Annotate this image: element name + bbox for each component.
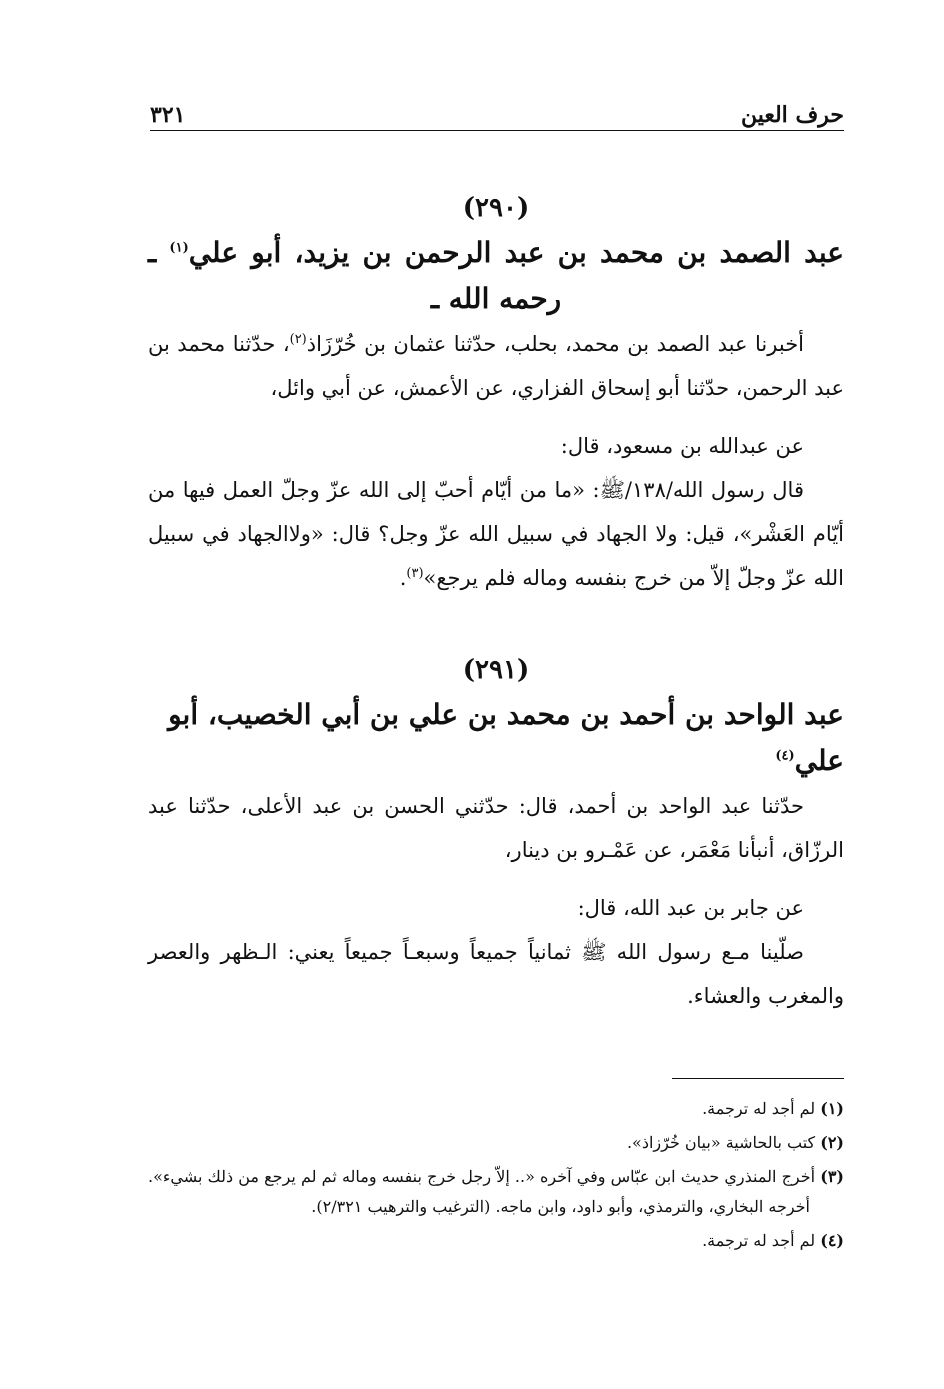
footnote-ref[interactable]: (١)	[169, 240, 189, 256]
narrator-paragraph	[148, 886, 844, 930]
paragraph-text-after: ، حدّثنا محمد بن عبد الرحمن، حدّثنا أبو إسحاق الفزاري، عن الأعمش، عن أبي وائل،	[148, 332, 844, 400]
isnad-paragraph	[148, 784, 844, 872]
main-content	[148, 180, 844, 1018]
entry-title	[148, 230, 844, 322]
entry-number: (٢٩٠)	[462, 193, 530, 223]
paragraph-text: قال رسول الله/١٣٨/ﷺ: «ما من أيّام أحبّ إلى الله عزّ وجلّ العمل فيها من أيّام العَشْر»، قيل: ولا الجهاد في سبيل الله عزّ وجل؟ قال: «ولاالجهاد في سبيل الله عزّ وجلّ إلاّ من خرج بنفسه وماله فلم يرجع»	[148, 478, 844, 590]
section-title: حرف العين	[740, 102, 844, 128]
paragraph-text: حدّثنا عبد الواحد بن أحمد، قال: حدّثني الحسن بن عبد الأعلى، حدّثنا عبد الرزّاق، أنبأنا مَعْمَر، عن عَمْـرو بن دينار،	[148, 794, 844, 862]
footnote-ref[interactable]: (٣)	[406, 566, 424, 581]
footnote-text: لم أجد له ترجمة.	[702, 1231, 816, 1250]
footnote-ref[interactable]: (٢)	[289, 332, 307, 347]
footnote-ref[interactable]: (٤)	[775, 748, 795, 764]
footnote-label: (٣)	[820, 1167, 844, 1186]
footnote-label: (٤)	[820, 1231, 844, 1250]
hadith-paragraph	[148, 468, 844, 600]
paragraph-text: عن عبدالله بن مسعود، قال:	[560, 434, 804, 458]
footnote-1	[148, 1094, 844, 1124]
paragraph-text: عن جابر بن عبد الله، قال:	[577, 896, 804, 920]
entry-title-text: عبد الصمد بن محمد بن عبد الرحمن بن يزيد، أبو علي	[188, 236, 844, 269]
page-number: ٣٢١	[150, 102, 186, 128]
header-rule	[150, 130, 844, 131]
footnote-text: لم أجد له ترجمة.	[702, 1099, 816, 1118]
footnotes	[148, 1094, 844, 1260]
narrator-paragraph	[148, 424, 844, 468]
entry-290	[148, 190, 844, 600]
footnote-2	[148, 1128, 844, 1158]
section-gap	[148, 600, 844, 642]
hadith-paragraph	[148, 930, 844, 1018]
footnote-rule	[672, 1078, 844, 1079]
running-head	[150, 96, 844, 128]
entry-number: (٢٩١)	[462, 655, 530, 685]
entry-title-text: عبد الواحد بن أحمد بن محمد بن علي بن أبي الخصيب، أبو علي	[168, 698, 844, 777]
footnote-label: (١)	[820, 1099, 844, 1118]
paragraph-text: صلّينا مـع رسول الله ﷺ ثمانياً جميعاً وسبعـاً جميعاً يعني: الـظهر والعصر والمغرب والعشاء.	[148, 940, 844, 1008]
footnote-3	[148, 1162, 844, 1222]
paragraph-text-after: .	[399, 566, 407, 590]
entry-291	[148, 652, 844, 1018]
footnote-4	[148, 1226, 844, 1256]
footnote-label: (٢)	[820, 1133, 844, 1152]
isnad-paragraph	[148, 322, 844, 410]
entry-title	[148, 692, 844, 784]
paragraph-text: أخبرنا عبد الصمد بن محمد، بحلب، حدّثنا عثمان بن خُرّزَاذ	[306, 332, 805, 356]
entry-title-tail: ـ رحمه الله ـ	[148, 236, 562, 315]
footnote-text: كتب بالحاشية «بيان خُرّزاذ».	[626, 1133, 816, 1152]
footnote-text: أخرج المنذري حديث ابن عبّاس وفي آخره «.. إلاّ رجل خرج بنفسه وماله ثم لم يرجع من ذلك بشيء». أخرجه البخاري، والترمذي، وأبو داود، وابن ماجه. (الترغيب والترهيب ٢/٣٢١).	[148, 1167, 816, 1216]
